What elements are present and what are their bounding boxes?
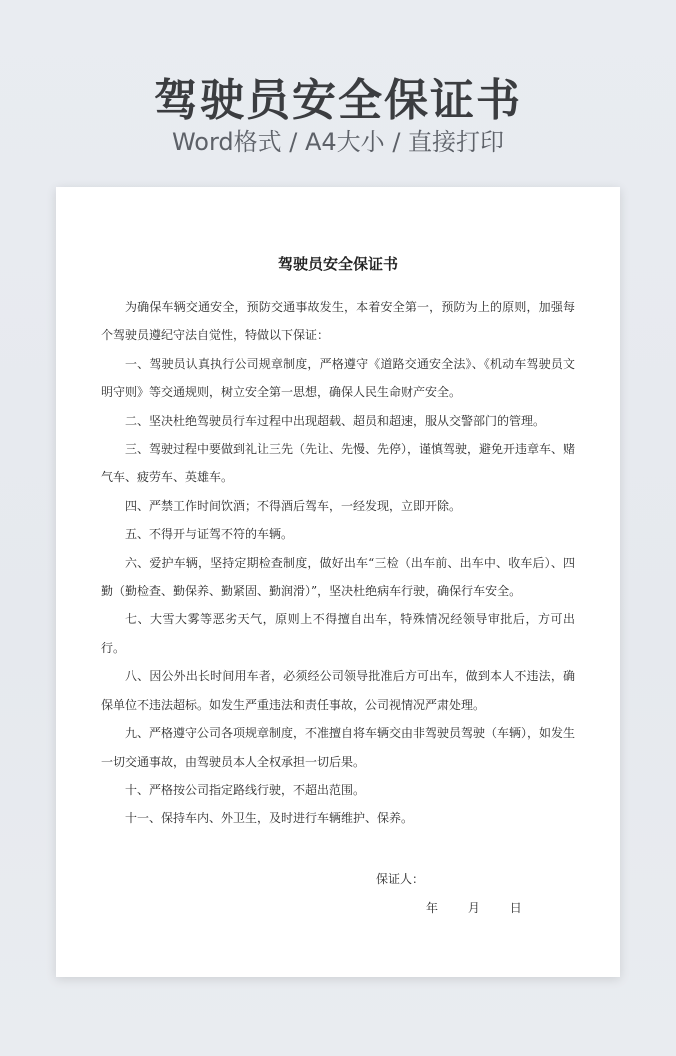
signer-label: 保证人：: [376, 872, 425, 886]
paragraph-item-9: 九、严格遵守公司各项规章制度，不准擅自将车辆交由非驾驶员驾驶（车辆），如发生一切交通事故，由驾驶员本人全权承担一切后果。: [101, 726, 576, 769]
date-month: 月: [467, 901, 480, 915]
banner-title: 驾驶员安全保证书: [154, 75, 522, 126]
banner-subtitle: Word格式 / A4大小 / 直接打印: [171, 128, 505, 156]
paragraph-item-6: 六、爱护车辆，坚持定期检查制度，做好出车“三检（出车前、出车中、收车后）、四勤（勤检查、勤保养、勤紧固、勤润滑）”，坚决杜绝病车行驶，确保行车安全。: [101, 555, 575, 599]
paragraph-item-1: 一、驾驶员认真执行公司规章制度，严格遵守《道路交通安全法》、《机动车驾驶员文明守则》等交通规则，树立安全第一思想，确保人民生命财产安全。: [101, 356, 575, 400]
paragraph-item-3: 三、驾驶过程中要做到礼让三先（先让、先慢、先停），谨慎驾驶，避免开违章车、赌气车、疲劳车、英雄车。: [101, 442, 576, 485]
paragraph-item-2: 二、坚决杜绝驾驶员行车过程中出现超载、超员和超速，服从交警部门的管理。: [125, 413, 546, 428]
date-line: [426, 899, 536, 916]
paragraph-item-11: 十一、保持车内、外卫生，及时进行车辆维护、保养。: [125, 811, 414, 826]
document-body: [101, 293, 575, 833]
document-title: 驾驶员安全保证书: [277, 255, 398, 273]
paragraph-intro: 为确保车辆交通安全，预防交通事故发生，本着安全第一，预防为上的原则，加强每个驾驶员遵纪守法自觉性，特做以下保证：: [101, 300, 575, 343]
paragraph-item-7: 七、大雪大雾等恶劣天气，原则上不得擅自出车，特殊情况经领导审批后，方可出行。: [101, 612, 575, 655]
document-page: [56, 187, 620, 977]
date-day: 日: [509, 901, 522, 915]
paragraph-item-4: 四、严禁工作时间饮酒；不得酒后驾车，一经发现，立即开除。: [125, 498, 462, 513]
paragraph-item-8: 八、因公外出长时间用车者，必须经公司领导批准后方可出车，做到本人不违法，确保单位不违法超标。如发生严重违法和责任事故，公司视情况严肃处理。: [101, 669, 575, 712]
date-year: 年: [426, 901, 439, 915]
paragraph-item-10: 十、严格按公司指定路线行驶，不超出范围。: [125, 782, 366, 797]
paragraph-item-5: 五、不得开与证驾不符的车辆。: [125, 527, 294, 542]
